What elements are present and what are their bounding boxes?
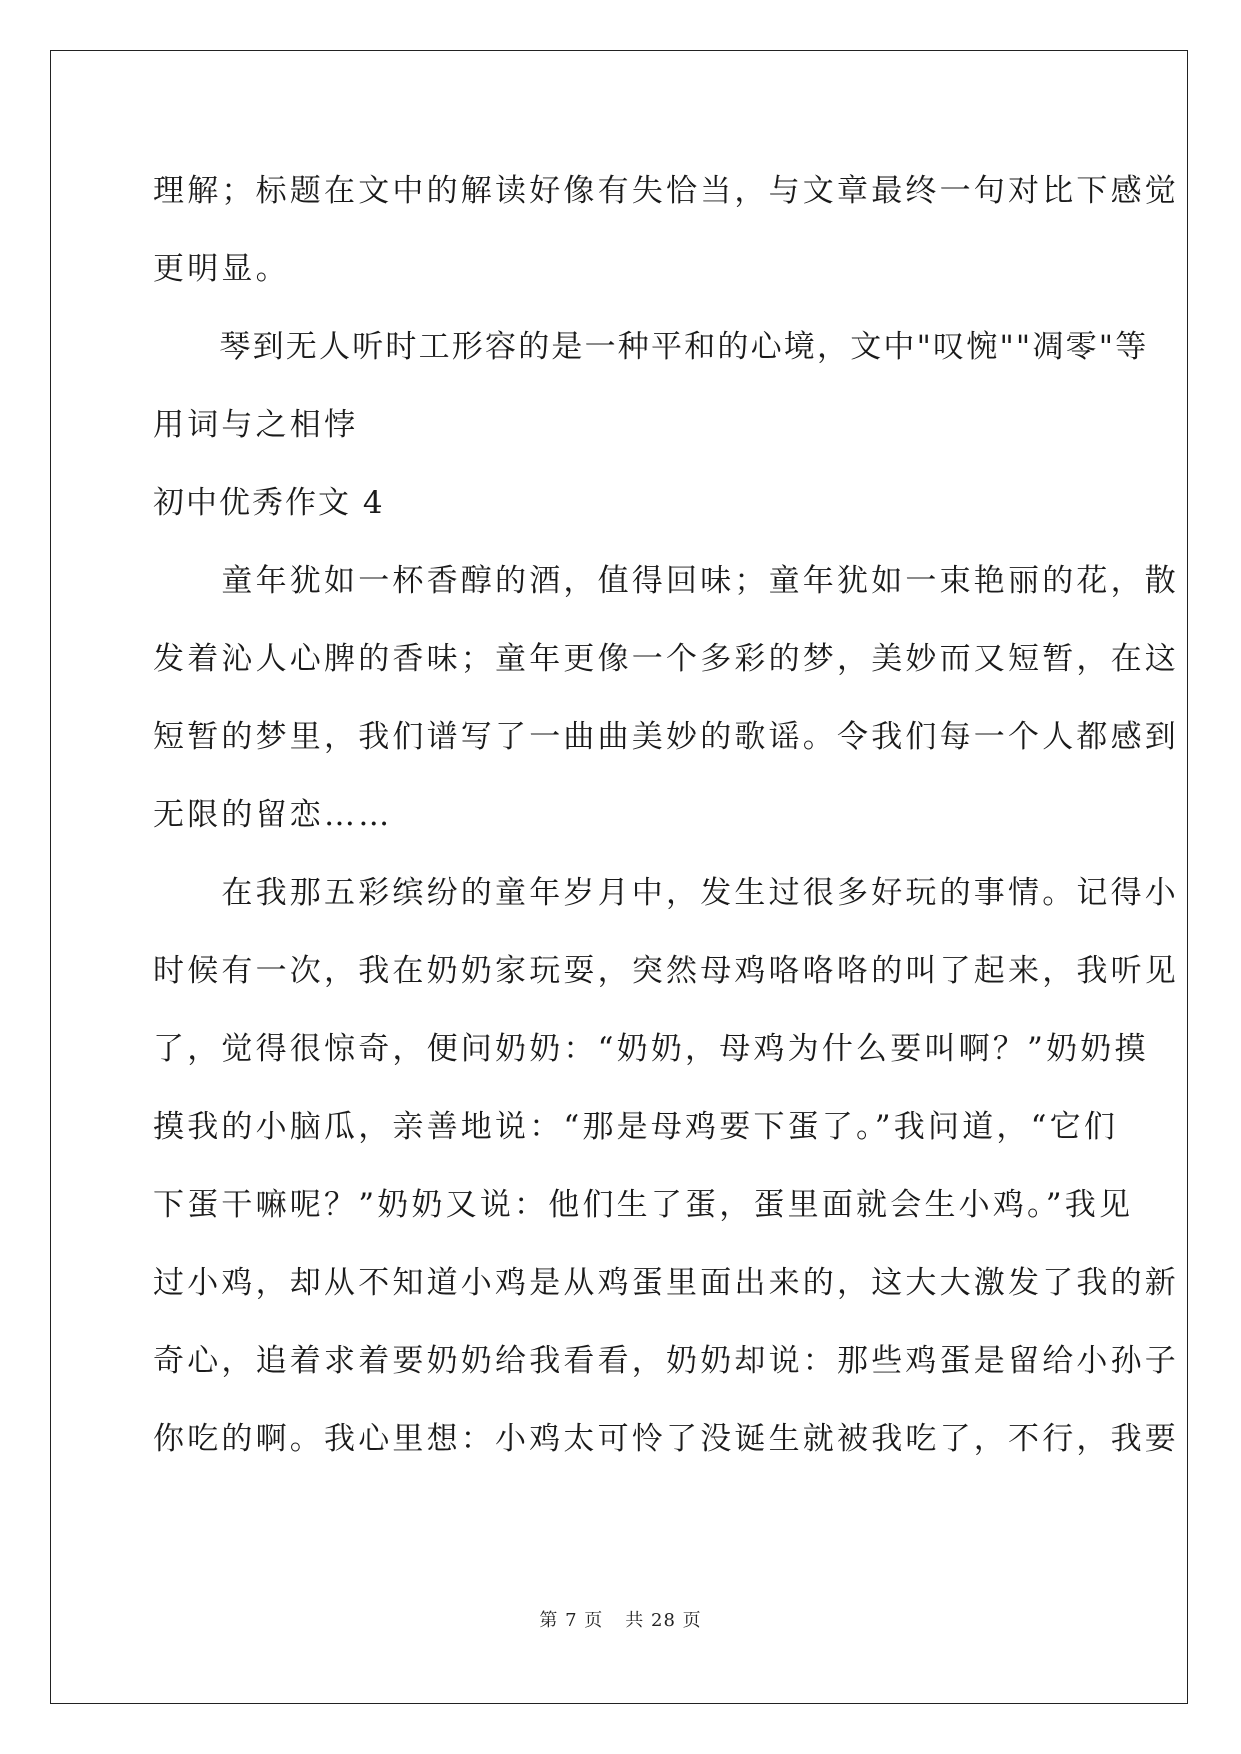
section-heading: 初中优秀作文 4 xyxy=(153,485,385,521)
text-line: 短暂的梦里，我们谱写了一曲曲美妙的歌谣。令我们每一个人都感到 xyxy=(153,719,1179,755)
text-line: 你吃的啊。我心里想：小鸡太可怜了没诞生就被我吃了，不行，我要 xyxy=(153,1421,1179,1457)
text-line: 奇心，追着求着要奶奶给我看看，奶奶却说：那些鸡蛋是留给小孙子 xyxy=(153,1343,1179,1379)
text-line: 理解；标题在文中的解读好像有失恰当，与文章最终一句对比下感觉 xyxy=(153,173,1179,209)
document-body xyxy=(153,162,1179,1488)
page-total: 共 28 页 xyxy=(625,1610,702,1631)
page-number: 第 7 页 xyxy=(539,1610,604,1631)
text-line: 时候有一次，我在奶奶家玩耍，突然母鸡咯咯咯的叫了起来，我听见 xyxy=(153,953,1179,989)
text-line: 更明显。 xyxy=(153,251,290,287)
text-line: 无限的留恋…… xyxy=(153,797,393,833)
text-line: 发着沁人心脾的香味；童年更像一个多彩的梦，美妙而又短暂，在这 xyxy=(153,641,1179,677)
text-line: 用词与之相悖 xyxy=(153,407,359,443)
text-line: 摸我的小脑瓜，亲善地说：“那是母鸡要下蛋了。”我问道，“它们 xyxy=(153,1109,1119,1145)
text-line: 在我那五彩缤纷的童年岁月中，发生过很多好玩的事情。记得小 xyxy=(153,875,1179,911)
text-line: 琴到无人听时工形容的是一种平和的心境，文中"叹惋""凋零"等 xyxy=(153,329,1149,365)
page-footer xyxy=(0,1606,1241,1632)
text-line: 了，觉得很惊奇，便问奶奶：“奶奶，母鸡为什么要叫啊？”奶奶摸 xyxy=(153,1031,1149,1067)
text-line: 童年犹如一杯香醇的酒，值得回味；童年犹如一束艳丽的花，散 xyxy=(153,563,1179,599)
text-line: 下蛋干嘛呢？”奶奶又说：他们生了蛋，蛋里面就会生小鸡。”我见 xyxy=(153,1187,1134,1223)
text-line: 过小鸡，却从不知道小鸡是从鸡蛋里面出来的，这大大激发了我的新 xyxy=(153,1265,1179,1301)
